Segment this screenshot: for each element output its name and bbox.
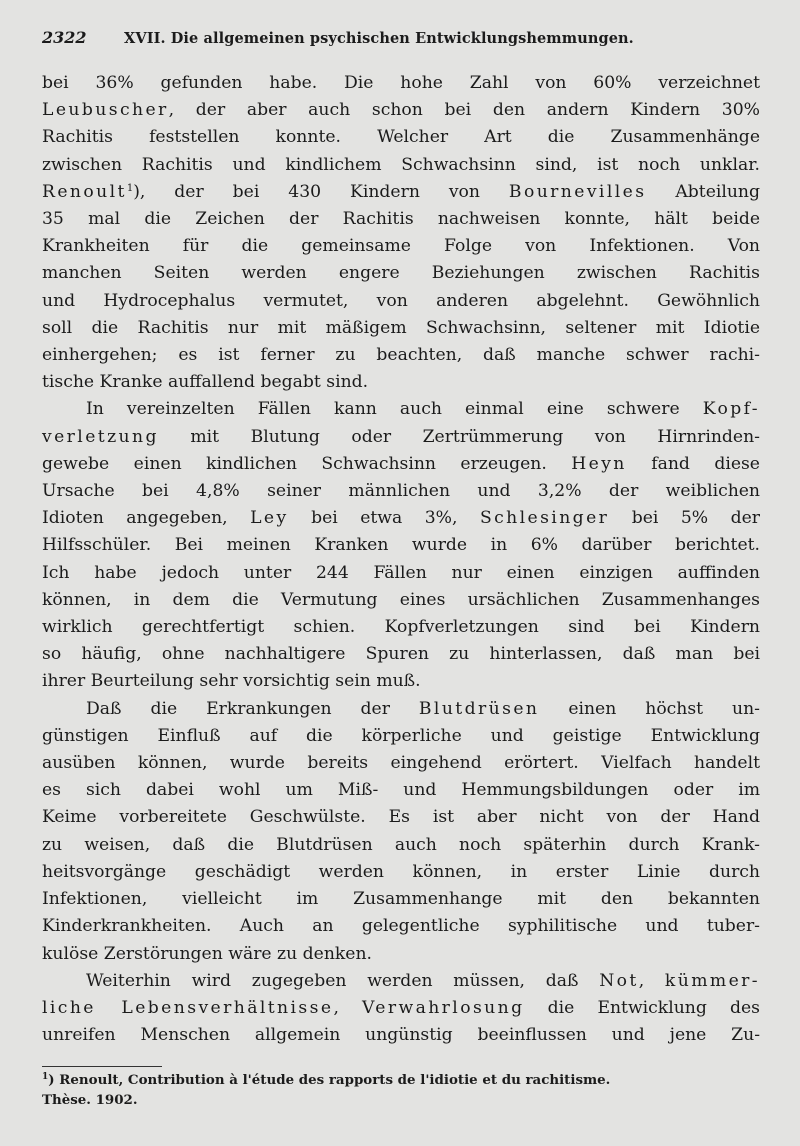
- text-line: können, in dem die Vermutung eines ursächlichen Zusammenhanges: [42, 589, 760, 610]
- author-name: Schlesinger: [479, 508, 610, 529]
- text-line: verletzung mit Blutung oder Zertrümmerung von Hirnrinden-: [42, 426, 760, 447]
- author-name: Bournevilles: [508, 181, 647, 202]
- text-line: Leubuscher, der aber auch schon bei den andern Kindern 30%: [42, 100, 760, 121]
- text-line: gewebe einen kindlichen Schwachsinn erzeugen. Heyn fand diese: [42, 453, 760, 474]
- text-line: kulöse Zerstörungen wäre zu denken.: [42, 943, 373, 964]
- text-line: Krankheiten für die gemeinsame Folge von Infektionen. Von: [42, 236, 760, 257]
- text-line: Hilfsschüler. Bei meinen Kranken wurde in 6% darüber berichtet.: [42, 535, 760, 556]
- text-line: wirklich gerechtfertigt schien. Kopfverletzungen sind bei Kindern: [42, 617, 760, 638]
- footnote-reference: 1: [126, 182, 134, 194]
- text-line: ausüben können, wurde bereits eingehend erörtert. Vielfach handelt: [42, 753, 760, 774]
- emphasis-term: Not: [599, 970, 639, 991]
- footnote: [42, 1070, 760, 1110]
- text-line: zwischen Rachitis und kindlichem Schwachsinn sind, ist noch unklar.: [42, 154, 760, 175]
- text-line: heitsvorgänge geschädigt werden können, in erster Linie durch: [42, 861, 760, 882]
- author-name: Heyn: [571, 453, 627, 474]
- text-line: es sich dabei wohl um Miß- und Hemmungsbildungen oder im: [42, 780, 760, 801]
- author-name: Ley: [250, 508, 289, 529]
- footnote-divider: [42, 1066, 162, 1067]
- emphasis-term: kümmer-: [664, 970, 760, 991]
- text-line: In vereinzelten Fällen kann auch einmal eine schwere Kopf-: [86, 399, 760, 420]
- text-line: liche Lebensverhältnisse, Verwahrlosung die Entwicklung des: [42, 997, 760, 1018]
- body-text: [42, 70, 760, 1049]
- running-head: [42, 28, 760, 58]
- footnote-line: $^1$) Renoult, Contribution à l'étude des rapports de l'idiotie et du rachitisme.: [42, 1072, 611, 1088]
- chapter-title: XVII. Die allgemeinen psychischen Entwicklungshemmungen.: [124, 30, 634, 47]
- text-line: einhergehen; es ist ferner zu beachten, daß manche schwer rachi-: [42, 345, 760, 366]
- emphasis-term: Blutdrüsen: [418, 698, 540, 719]
- text-line: Weiterhin wird zugegeben werden müssen, daß Not, kümmer-: [86, 970, 760, 991]
- emphasis-term: Verwahrlosung: [362, 997, 525, 1018]
- text-line: 35 mal die Zeichen der Rachitis nachweisen konnte, hält beide: [42, 209, 760, 230]
- footnote-line: Thèse. 1902.: [42, 1092, 138, 1108]
- text-line: günstigen Einfluß auf die körperliche und geistige Entwicklung: [42, 725, 760, 746]
- text-line: so häufig, ohne nachhaltigere Spuren zu hinterlassen, daß man bei: [42, 644, 760, 665]
- text-line: Keime vorbereitete Geschwülste. Es ist aber nicht von der Hand: [42, 807, 760, 828]
- text-line: Renoult$^1$), der bei 430 Kindern von Bournevilles Abteilung: [42, 181, 761, 202]
- text-line: soll die Rachitis nur mit mäßigem Schwachsinn, seltener mit Idiotie: [42, 317, 760, 338]
- author-name: Leubuscher: [42, 100, 169, 121]
- page-number: 2322: [42, 28, 87, 47]
- text-line: Ursache bei 4,8% seiner männlichen und 3,2% der weiblichen: [42, 481, 760, 502]
- text-line: Daß die Erkrankungen der Blutdrüsen einen höchst un-: [86, 698, 760, 719]
- text-line: zu weisen, daß die Blutdrüsen auch noch späterhin durch Krank-: [42, 834, 760, 855]
- text-line: Idioten angegeben, Ley bei etwa 3%, Schlesinger bei 5% der: [42, 508, 761, 529]
- text-line: ihrer Beurteilung sehr vorsichtig sein muß.: [42, 671, 421, 692]
- author-name: Renoult: [42, 181, 127, 202]
- text-line: Ich habe jedoch unter 244 Fällen nur einen einzigen auffinden: [42, 562, 760, 583]
- text-line: tische Kranke auffallend begabt sind.: [42, 372, 369, 393]
- emphasis-term: liche Lebensverhältnisse: [42, 997, 334, 1018]
- text-line: unreifen Menschen allgemein ungünstig beeinflussen und jene Zu-: [42, 1025, 760, 1046]
- emphasis-term: Kopf-: [702, 399, 760, 420]
- text-line: Infektionen, vielleicht im Zusammenhange mit den bekannten: [42, 889, 760, 910]
- text-line: Kinderkrankheiten. Auch an gelegentliche syphilitische und tuber-: [42, 916, 760, 937]
- text-line: Rachitis feststellen konnte. Welcher Art die Zusammenhänge: [42, 127, 760, 148]
- footnote-marker: 1: [42, 1072, 49, 1082]
- text-line: manchen Seiten werden engere Beziehungen zwischen Rachitis: [42, 263, 760, 284]
- text-line: bei 36% gefunden habe. Die hohe Zahl von 60% verzeichnet: [42, 73, 760, 93]
- text-line: und Hydrocephalus vermutet, von anderen abgelehnt. Gewöhnlich: [42, 290, 760, 311]
- emphasis-term: verletzung: [42, 426, 159, 447]
